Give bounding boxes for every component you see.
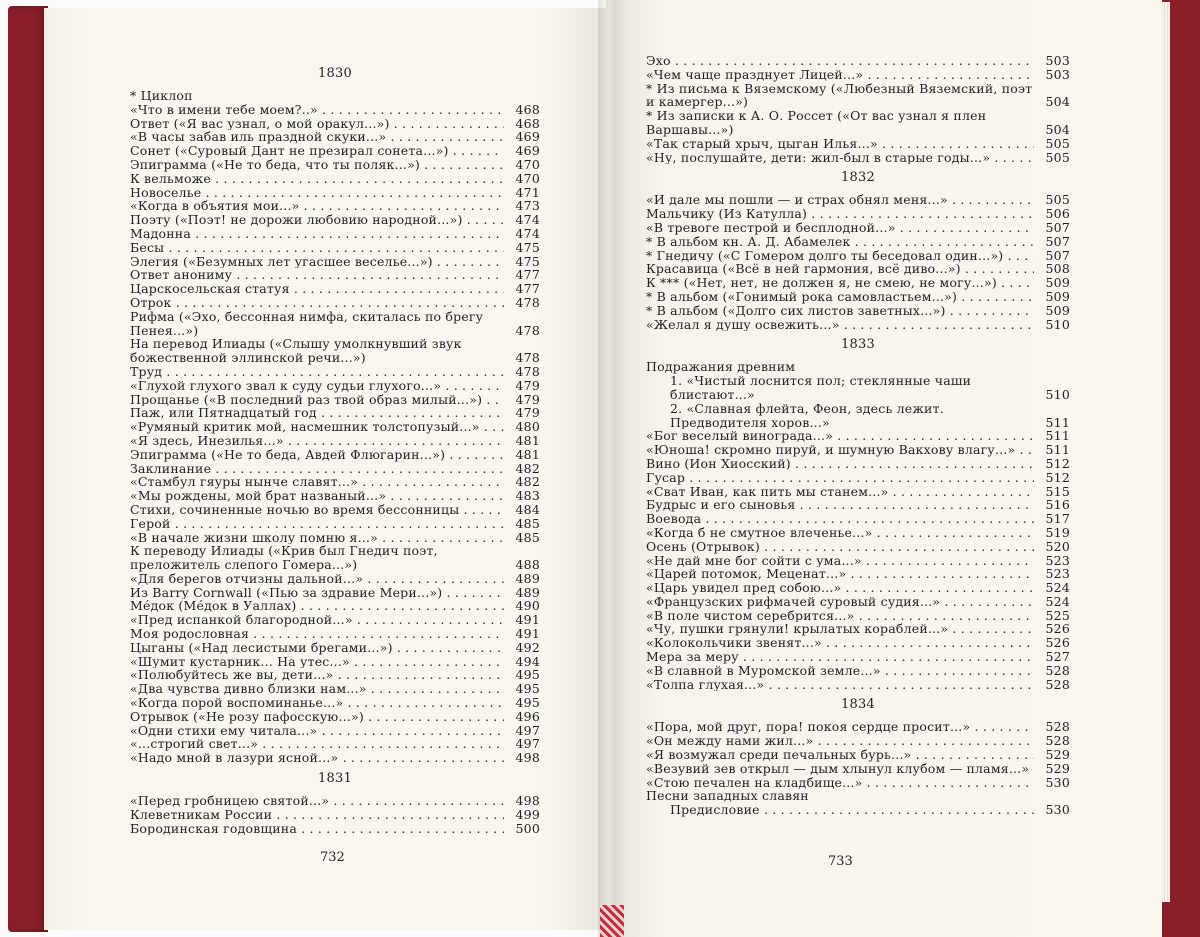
toc-entry-page: 507 — [1045, 247, 1070, 263]
toc-entry-title: «Везувий зев открыл — дым хлынул клубом — пламя...» . . . — [646, 762, 1034, 776]
toc-entry — [130, 627, 540, 641]
toc-entry-page: 523 — [1045, 552, 1070, 568]
toc-entry-title: Предисловие . . . — [646, 803, 1034, 817]
toc-entry-title: «Когда порой воспоминанье...» . . . — [130, 696, 504, 710]
toc-entry — [130, 337, 540, 365]
toc-entry-page: 479 — [515, 377, 540, 393]
toc-entry — [646, 636, 1070, 650]
toc-entry-title: «Он между нами жил...» . . . — [646, 734, 1034, 748]
toc-entry — [646, 762, 1070, 776]
toc-entry-page: 504 — [1045, 94, 1070, 110]
toc-entry — [646, 276, 1070, 290]
toc-entry-title: * Циклоп — [130, 89, 193, 103]
toc-entry-title: «Перед гробницею святой...» . . . — [130, 794, 504, 808]
toc-entry-title: Труд . . . — [130, 365, 504, 379]
toc-entry-page: 473 — [515, 198, 540, 214]
toc-entry — [130, 710, 540, 724]
toc-entry-title: Элегия («Безумных лет угасшее веселье...») . . . — [130, 255, 504, 269]
toc-entry — [646, 540, 1070, 554]
year-heading: 1834 — [841, 697, 875, 713]
toc-entry-page: 499 — [515, 806, 540, 822]
toc-entry-title: Сонет («Суровый Дант не презирал сонета...») . . . — [130, 144, 504, 158]
toc-entry — [130, 503, 540, 517]
toc-entry-title: Эпиграмма («Не то беда, Авдей Флюгарин...») . . . — [130, 448, 504, 462]
toc-entry-page: 507 — [1045, 233, 1070, 249]
toc-entry-page: 474 — [515, 212, 540, 228]
toc-entry-page: 495 — [515, 667, 540, 683]
toc-entry — [130, 227, 540, 241]
toc-entry-title: «Царь увидел пред собою...» . . . — [646, 581, 1034, 595]
toc-entry — [646, 595, 1070, 609]
toc-entry-title: Бесы . . . — [130, 241, 504, 255]
toc-entry — [130, 696, 540, 710]
left-page-contents — [130, 60, 540, 835]
toc-entry — [130, 655, 540, 669]
toc-entry — [646, 664, 1070, 678]
toc-entry — [130, 89, 540, 103]
bookmark-ribbon — [600, 905, 624, 937]
toc-entry-title: «Что в имени тебе моем?..» . . . — [130, 103, 504, 117]
toc-entry-title: Будрыс и его сыновья . . . — [646, 498, 1034, 512]
toc-entry — [130, 406, 540, 420]
toc-entry — [130, 296, 540, 310]
toc-entry-page: 528 — [1045, 719, 1070, 735]
toc-entry — [646, 734, 1070, 748]
toc-entry-page: 507 — [1045, 219, 1070, 235]
toc-entry-page: 470 — [515, 170, 540, 186]
toc-entry-title: Мадонна . . . — [130, 227, 504, 241]
toc-entry-title: Поэту («Поэт! не дорожи любовию народной...») . . . — [130, 213, 504, 227]
toc-entry-title: «Пред испанкой благородной...» . . . — [130, 613, 504, 627]
toc-entry — [130, 420, 540, 434]
toc-entry-title: «Стою печален на кладбище...» . . . — [646, 776, 1034, 790]
year-heading: 1832 — [841, 170, 875, 186]
right-page-contents — [646, 54, 1070, 817]
toc-entry-page: 485 — [515, 515, 540, 531]
toc-entry-page: 498 — [515, 793, 540, 809]
toc-entry-title: Прощанье («В последний раз твой образ милый...») . . . — [130, 393, 504, 407]
toc-entry — [646, 262, 1070, 276]
toc-entry-title: «Желал я душу освежить...» . . . — [646, 318, 1034, 332]
toc-entry-page: 524 — [1045, 580, 1070, 596]
toc-entry — [646, 457, 1070, 471]
toc-entry — [646, 622, 1070, 636]
toc-entry-page: 475 — [515, 253, 540, 269]
toc-entry-title: «Пора, мой друг, пора! покоя сердце просит...» . . . — [646, 720, 1034, 734]
year-heading: 1833 — [841, 337, 875, 353]
toc-entry — [130, 199, 540, 213]
toc-entry-title: «Чу, пушки грянули! крылатых кораблей...» . . . — [646, 622, 1034, 636]
toc-entry-title: «Для берегов отчизны дальной...» . . . — [130, 572, 504, 586]
year-heading: 1830 — [318, 66, 352, 81]
toc-entry — [646, 720, 1070, 734]
toc-entry — [646, 109, 1070, 137]
toc-entry-page: 510 — [1045, 316, 1070, 332]
toc-entry-page: 481 — [515, 432, 540, 448]
toc-entry-page: 510 — [1045, 386, 1070, 402]
toc-entry-title: «Шумит кустарник... На утес...» . . . — [130, 655, 504, 669]
toc-entry-page: 509 — [1045, 288, 1070, 304]
toc-entry — [646, 249, 1070, 263]
toc-entry-page: 497 — [515, 722, 540, 738]
toc-entry — [130, 186, 540, 200]
toc-entry-page: 526 — [1045, 621, 1070, 637]
toc-entry-title: «Полюбуйтесь же вы, дети...» . . . — [130, 668, 504, 682]
toc-entry-page: 483 — [515, 488, 540, 504]
toc-entry-title: «Царей потомок, Меценат...» . . . — [646, 567, 1034, 581]
toc-entry-title: «Надо мной в лазури ясной...» . . . — [130, 751, 504, 765]
toc-entry-page: 471 — [515, 184, 540, 200]
toc-entry-title: Воевода . . . — [646, 512, 1034, 526]
toc-entry-page: 520 — [1045, 538, 1070, 554]
toc-entry-page: 480 — [515, 419, 540, 435]
toc-entry-page: 470 — [515, 156, 540, 172]
toc-entry-page: 474 — [515, 225, 540, 241]
toc-entry-page: 468 — [515, 115, 540, 131]
toc-entry-page: 505 — [1045, 149, 1070, 165]
toc-entry-page: 469 — [515, 143, 540, 159]
toc-entry-title: «И дале мы пошли — и страх обнял меня...» . . . — [646, 193, 1034, 207]
toc-entry-title: «Когда б не смутное влеченье...» . . . — [646, 526, 1034, 540]
toc-entry-title: Из Barry Cornwall («Пью за здравие Мери...») . . . — [130, 586, 504, 600]
toc-entry — [130, 268, 540, 282]
toc-entry — [130, 489, 540, 503]
toc-entry-page: 482 — [515, 460, 540, 476]
toc-entry — [646, 526, 1070, 540]
toc-entry-title: Паж, или Пятнадцатый год . . . — [130, 406, 504, 420]
toc-entry — [130, 822, 540, 836]
toc-entry-page: 484 — [515, 501, 540, 517]
toc-entry — [646, 221, 1070, 235]
toc-entry-title: Вино (Ион Хиосский) . . . — [646, 457, 1034, 471]
toc-entry-page: 469 — [515, 129, 540, 145]
toc-entry-title: Подражания древним — [646, 360, 796, 375]
toc-entry — [646, 471, 1070, 485]
toc-entry-title: Бородинская годовщина . . . — [130, 822, 504, 836]
toc-entry-title: «Стамбул гяуры нынче славят...» . . . — [130, 475, 504, 489]
toc-entry — [130, 724, 540, 738]
toc-entry-page: 500 — [515, 820, 540, 836]
toc-entry — [646, 374, 1070, 402]
toc-entry — [130, 213, 540, 227]
toc-entry-title: Ответ («Я вас узнал, о мой оракул...») . . . — [130, 117, 504, 131]
toc-entry-title: К переводу Илиады («Крив был Гнедич поэт, преложитель слепого Гомера...») — [130, 544, 438, 572]
toc-entry — [130, 462, 540, 476]
toc-entry-page: 479 — [515, 405, 540, 421]
toc-entry-page: 529 — [1045, 747, 1070, 763]
toc-entry-page: 491 — [515, 626, 540, 642]
book-gutter — [598, 0, 626, 937]
toc-entry — [130, 434, 540, 448]
toc-entry-title: Песни западных славян — [646, 789, 809, 804]
toc-entry-page: 511 — [1045, 414, 1070, 430]
toc-entry-title: 1. «Чистый лоснится пол; стеклянные чаши блистают...» — [670, 374, 972, 402]
toc-entry-title: «Глухой глухого звал к суду судьи глухого...» . . . — [130, 379, 504, 393]
toc-entry — [130, 531, 540, 545]
toc-entry — [646, 402, 1070, 430]
toc-entry-title: Новоселье . . . — [130, 186, 504, 200]
toc-entry — [646, 678, 1070, 692]
toc-entry-title: «...строгий свет...» . . . — [130, 737, 504, 751]
toc-entry-page: 485 — [515, 529, 540, 545]
toc-entry — [130, 144, 540, 158]
toc-entry-page: 478 — [515, 350, 540, 366]
toc-entry — [646, 151, 1070, 165]
toc-entry-page: 475 — [515, 239, 540, 255]
toc-entry — [130, 158, 540, 172]
toc-entry-page: 504 — [1045, 121, 1070, 137]
toc-entry — [130, 475, 540, 489]
toc-entry — [646, 318, 1070, 332]
toc-entry — [130, 379, 540, 393]
toc-entry-page: 497 — [515, 736, 540, 752]
toc-entry — [646, 360, 1070, 374]
toc-entry — [646, 803, 1070, 817]
toc-entry-page: 491 — [515, 612, 540, 628]
toc-entry-title: Цыганы («Над лесистыми брегами...») . . . — [130, 641, 504, 655]
toc-entry-page: 529 — [1045, 760, 1070, 776]
toc-entry-title: * Из письма к Вяземскому («Любезный Вяземский, поэт и камергер...») — [646, 81, 1033, 110]
toc-entry — [646, 776, 1070, 790]
toc-entry-title: Рифма («Эхо, бессонная нимфа, скиталась по брегу Пенея...») — [130, 309, 484, 338]
toc-entry-title: * В альбом («Гонимый рока самовластьем...») . . . — [646, 290, 1034, 304]
toc-entry-page: 494 — [515, 653, 540, 669]
toc-entry-title: «Румяный критик мой, насмешник толстопузый...» . . . — [130, 420, 504, 434]
toc-entry-page: 488 — [515, 557, 540, 573]
toc-entry — [646, 512, 1070, 526]
toc-entry-page: 508 — [1045, 261, 1070, 277]
toc-entry-page: 523 — [1045, 566, 1070, 582]
toc-entry-page: 478 — [515, 322, 540, 338]
toc-entry — [130, 310, 540, 338]
toc-entry — [646, 581, 1070, 595]
toc-entry-title: Эпиграмма («Не то беда, что ты поляк...») . . . — [130, 158, 504, 172]
book-cover-left — [8, 6, 48, 932]
toc-entry — [130, 282, 540, 296]
toc-entry — [646, 443, 1070, 457]
toc-entry-title: «Я возмужал среди печальных бурь...» . . . — [646, 748, 1034, 762]
toc-entry-page: 478 — [515, 363, 540, 379]
toc-entry-title: Заклинание . . . — [130, 462, 504, 476]
toc-entry-page: 515 — [1045, 483, 1070, 499]
toc-entry — [130, 448, 540, 462]
toc-entry-title: К *** («Нет, нет, не должен я, не смею, не могу...») . . . — [646, 276, 1034, 290]
toc-entry — [130, 682, 540, 696]
toc-entry — [130, 572, 540, 586]
toc-entry-title: Отрок . . . — [130, 296, 504, 310]
toc-entry — [646, 137, 1070, 151]
toc-entry-title: «Не дай мне бог сойти с ума...» . . . — [646, 554, 1034, 568]
toc-entry-title: Мальчику (Из Катулла) . . . — [646, 207, 1034, 221]
toc-entry-page: 505 — [1045, 192, 1070, 208]
toc-entry-page: 511 — [1045, 442, 1070, 458]
toc-entry-page: 528 — [1045, 662, 1070, 678]
toc-entry-page: 481 — [515, 446, 540, 462]
toc-entry — [130, 241, 540, 255]
toc-entry — [130, 365, 540, 379]
toc-entry-page: 526 — [1045, 635, 1070, 651]
toc-entry-title: Méдок (Méдок в Уаллах) . . . — [130, 599, 504, 613]
toc-entry-page: 512 — [1045, 469, 1070, 485]
toc-entry-title: 2. «Славная флейта, Феон, здесь лежит. Предводителя хоров...» — [670, 401, 944, 430]
toc-entry — [646, 304, 1070, 318]
toc-entry — [646, 650, 1070, 664]
toc-entry-title: Ответ анониму . . . — [130, 268, 504, 282]
toc-entry-page: 530 — [1045, 802, 1070, 818]
toc-entry-page: 478 — [515, 294, 540, 310]
toc-entry — [130, 737, 540, 751]
toc-entry — [130, 117, 540, 131]
toc-entry-page: 503 — [1045, 53, 1070, 68]
toc-entry — [130, 794, 540, 808]
toc-entry-title: Стихи, сочиненные ночью во время бессонницы . . . — [130, 503, 504, 517]
toc-entry-page: 479 — [515, 391, 540, 407]
toc-entry — [130, 255, 540, 269]
year-heading: 1831 — [318, 771, 352, 787]
toc-entry-page: 528 — [1045, 676, 1070, 692]
toc-entry — [646, 429, 1070, 443]
toc-entry-page: 490 — [515, 598, 540, 614]
toc-entry-page: 468 — [515, 101, 540, 117]
toc-entry-page: 519 — [1045, 524, 1070, 540]
toc-entry-title: Красавица («Всё в ней гармония, всё диво...») . . . — [646, 262, 1034, 276]
toc-entry-title: «Одни стихи ему читала...» . . . — [130, 724, 504, 738]
toc-entry-page: 495 — [515, 681, 540, 697]
toc-entry-title: «Я здесь, Инезилья...» . . . — [130, 434, 504, 448]
toc-entry — [646, 748, 1070, 762]
toc-entry — [130, 393, 540, 407]
toc-entry-title: * В альбом («Долго сих листов заветных...») . . . — [646, 304, 1034, 318]
toc-entry-title: «Два чувства дивно близки нам...» . . . — [130, 682, 504, 696]
toc-entry — [130, 544, 540, 572]
toc-entry — [646, 567, 1070, 581]
toc-entry-title: Отрывок («Не розу пафосскую...») . . . — [130, 710, 504, 724]
toc-entry-title: «В начале жизни школу помню я...» . . . — [130, 531, 504, 545]
toc-entry — [130, 668, 540, 682]
toc-entry-page: 512 — [1045, 455, 1070, 471]
toc-entry-title: * Из записки к А. О. Россет («От вас узнал я плен Варшавы...») — [646, 109, 987, 137]
toc-entry-page: 517 — [1045, 511, 1070, 527]
toc-entry-title: Осень (Отрывок) . . . — [646, 540, 1034, 554]
toc-entry-page: 477 — [515, 281, 540, 297]
toc-entry-page: 482 — [515, 474, 540, 490]
toc-entry-page: 506 — [1045, 206, 1070, 222]
toc-entry-title: «Когда в объятия мои...» . . . — [130, 199, 504, 213]
toc-entry — [130, 517, 540, 531]
toc-entry-title: На перевод Илиады («Слышу умолкнувший звук божественной эллинской речи...») — [130, 337, 462, 365]
toc-entry-title: «Колокольчики звенят...» . . . — [646, 636, 1034, 650]
toc-entry-title: * В альбом кн. А. Д. Абамелек . . . — [646, 235, 1034, 249]
toc-entry-title: Мера за меру . . . — [646, 650, 1034, 664]
toc-entry-title: «В тревоге пестрой и бесплодной...» . . . — [646, 221, 1034, 235]
toc-entry — [130, 130, 540, 144]
toc-entry — [646, 54, 1070, 68]
toc-entry-page: 509 — [1045, 302, 1070, 318]
left-page-number: 732 — [320, 850, 345, 865]
toc-entry-page: 492 — [515, 639, 540, 655]
toc-entry-title: «Сват Иван, как пить мы станем...» . . . — [646, 485, 1034, 499]
toc-entry-page: 496 — [515, 708, 540, 724]
toc-entry-page: 511 — [1045, 428, 1070, 444]
toc-entry — [646, 207, 1070, 221]
toc-entry — [130, 586, 540, 600]
toc-entry-title: Гусар . . . — [646, 471, 1034, 485]
toc-entry-title: «Французских рифмачей суровый судия...» . . . — [646, 595, 1034, 609]
toc-entry — [130, 808, 540, 822]
toc-entry-title: «Чем чаще празднует Лицей...» . . . — [646, 68, 1034, 82]
toc-entry-title: «Юноша! скромно пируй, и шумную Вакхову влагу...» . . . — [646, 443, 1034, 457]
toc-entry-title: * Гнедичу («С Гомером долго ты беседовал один...») . . . — [646, 249, 1034, 263]
toc-entry-title: Герой . . . — [130, 517, 504, 531]
toc-entry-page: 528 — [1045, 733, 1070, 749]
toc-entry-title: «Толпа глухая...» . . . — [646, 678, 1034, 692]
toc-entry-title: Моя родословная . . . — [130, 627, 504, 641]
toc-entry — [646, 193, 1070, 207]
toc-entry — [130, 613, 540, 627]
toc-entry-title: Клеветникам России . . . — [130, 808, 504, 822]
toc-entry — [130, 599, 540, 613]
toc-entry-title: «Так старый хрыч, цыган Илья...» . . . — [646, 137, 1034, 151]
toc-entry-page: 505 — [1045, 135, 1070, 151]
toc-entry-title: «Мы рождены, мой брат названый...» . . . — [130, 489, 504, 503]
toc-entry — [130, 172, 540, 186]
toc-entry — [646, 498, 1070, 512]
toc-entry-title: «Бог веселый винограда...» . . . — [646, 429, 1034, 443]
toc-entry-title: «В часы забав иль праздной скуки...» . . . — [130, 130, 504, 144]
toc-entry — [646, 789, 1070, 803]
toc-entry-title: «Ну, послушайте, дети: жил-был в старые годы...» . . . — [646, 151, 1034, 165]
toc-entry-page: 509 — [1045, 275, 1070, 291]
toc-entry — [646, 68, 1070, 82]
toc-entry — [646, 485, 1070, 499]
toc-entry — [130, 641, 540, 655]
toc-entry-page: 516 — [1045, 497, 1070, 513]
toc-entry-page: 489 — [515, 570, 540, 586]
toc-entry-page: 525 — [1045, 607, 1070, 623]
toc-entry — [646, 609, 1070, 623]
toc-entry-page: 503 — [1045, 66, 1070, 82]
toc-entry-page: 527 — [1045, 649, 1070, 665]
toc-entry-page: 495 — [515, 695, 540, 711]
toc-entry-title: Царскосельская статуя . . . — [130, 282, 504, 296]
toc-entry — [646, 554, 1070, 568]
toc-entry-page: 530 — [1045, 774, 1070, 790]
toc-entry — [646, 290, 1070, 304]
toc-entry-page: 498 — [515, 750, 540, 766]
toc-entry — [130, 103, 540, 117]
toc-entry — [646, 82, 1070, 110]
toc-entry-title: Эхо . . . — [646, 54, 1034, 68]
toc-entry-title: «В поле чистом серебрится...» . . . — [646, 609, 1034, 623]
toc-entry-page: 477 — [515, 267, 540, 283]
toc-entry-title: «В славной в Муромской земле...» . . . — [646, 664, 1034, 678]
toc-entry — [130, 751, 540, 765]
right-page-number: 733 — [828, 854, 853, 869]
toc-entry-page: 489 — [515, 584, 540, 600]
toc-entry-title: К вельможе . . . — [130, 172, 504, 186]
toc-entry-page: 524 — [1045, 593, 1070, 609]
toc-entry — [646, 235, 1070, 249]
